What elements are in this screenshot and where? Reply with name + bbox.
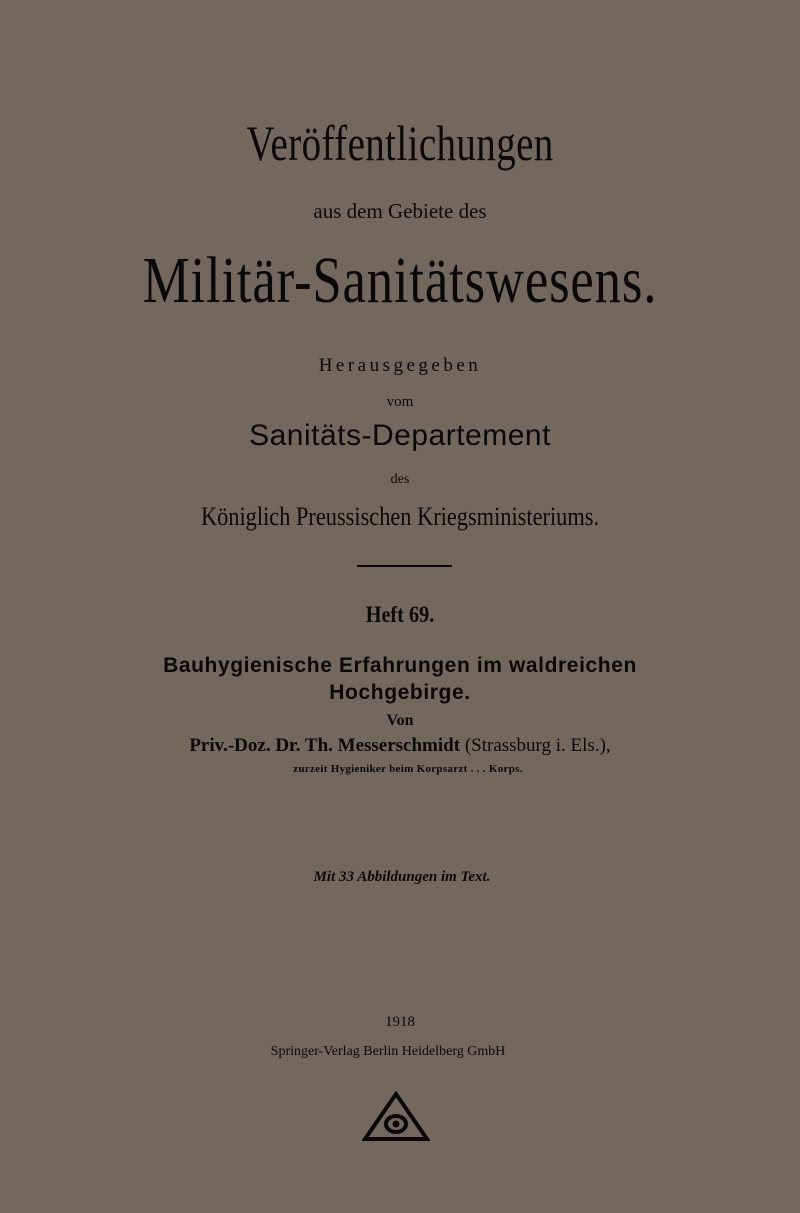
work-title-line-1: Bauhygienische Erfahrungen im waldreichen (163, 654, 637, 677)
author-affiliation: zurzeit Hygieniker beim Korpsarzt . . . Korps. (293, 763, 523, 775)
editor-vom: vom (386, 394, 414, 410)
editor-des: des (390, 472, 410, 487)
springer-triangle-eye-icon (362, 1091, 430, 1143)
publisher-name: Springer-Verlag Berlin Heidelberg GmbH (270, 1044, 506, 1059)
work-title (0, 652, 800, 706)
author-location: (Strassburg i. Els.), (460, 735, 611, 756)
editor-label: Herausgegeben (318, 355, 482, 376)
series-subtitle: aus dem Gebiete des (313, 199, 487, 223)
series-title: Veröffentlichungen (246, 115, 554, 171)
publication-year: 1918 (385, 1014, 415, 1030)
divider-rule (357, 565, 452, 567)
editor-ministry: Königlich Preussischen Kriegsministeriums. (200, 502, 600, 531)
illustrations-note: Mit 33 Abbildungen im Text. (313, 869, 491, 885)
work-title-line-2: Hochgebirge. (329, 681, 471, 704)
author-line (0, 736, 800, 755)
author-von: Von (386, 712, 414, 729)
author-name: Priv.-Doz. Dr. Th. Messerschmidt (189, 735, 461, 756)
series-main-title: Militär-Sanitätswesens. (142, 244, 658, 317)
issue-number: Heft 69. (365, 602, 435, 627)
editor-department: Sanitäts-Departement (249, 419, 551, 452)
